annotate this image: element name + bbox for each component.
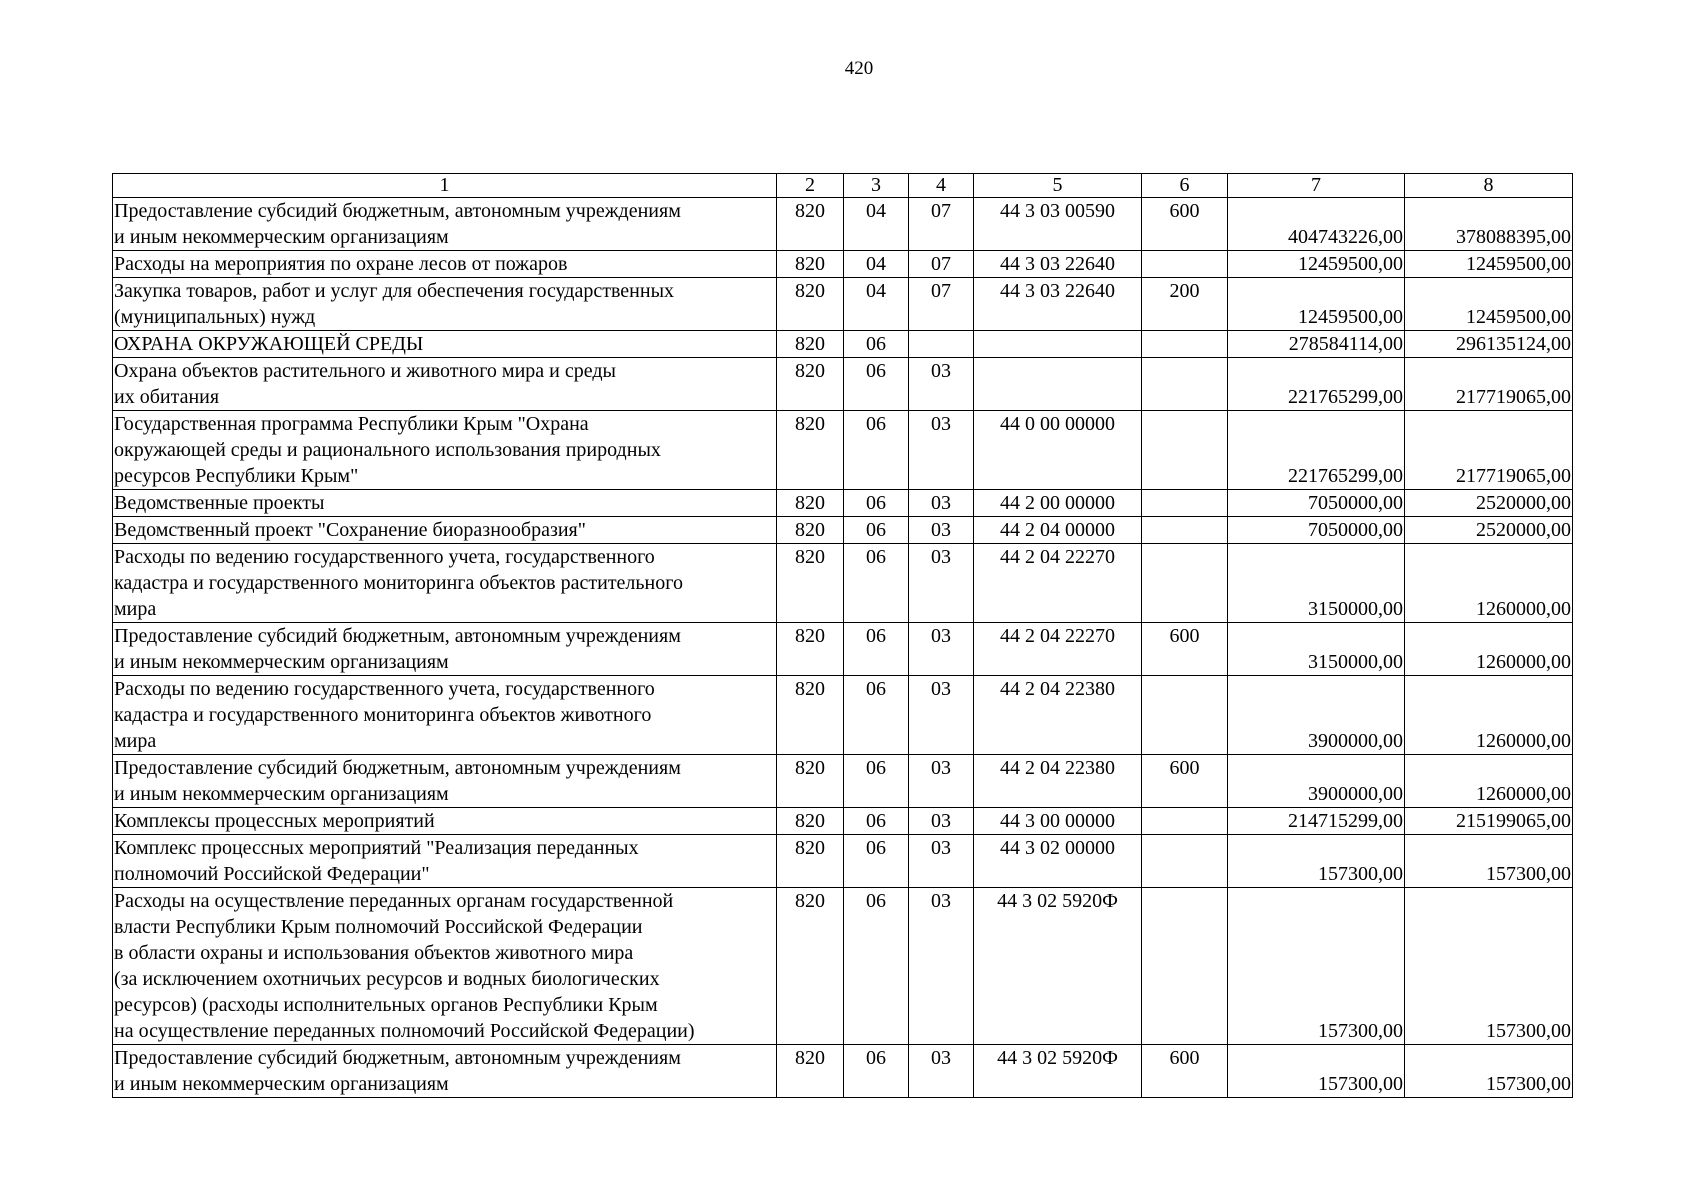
- row-amount-col7: 157300,00: [1228, 888, 1405, 1045]
- row-target-article-code: 44 3 02 5920Ф: [974, 1045, 1142, 1098]
- row-name: [113, 835, 777, 888]
- row-grbs-code: 820: [777, 623, 844, 676]
- row-name-text: Закупка товаров, работ и услуг для обеспечения государственных (муниципальных) нужд: [114, 280, 675, 328]
- row-grbs-code: 820: [777, 835, 844, 888]
- row-name-text: Комплекс процессных мероприятий "Реализация переданных полномочий Российской Федерации": [114, 837, 639, 885]
- table-body: [113, 198, 1573, 1098]
- row-section-code: 06: [844, 358, 909, 411]
- row-target-article-code: 44 3 03 22640: [974, 251, 1142, 278]
- header-col-7: 7: [1228, 174, 1405, 198]
- row-name-text: Расходы на мероприятия по охране лесов от пожаров: [114, 253, 568, 275]
- header-col-8: 8: [1405, 174, 1573, 198]
- row-target-article-code: 44 2 04 22380: [974, 755, 1142, 808]
- row-name: [113, 331, 777, 358]
- row-subsection-code: 03: [909, 1045, 974, 1098]
- table-row: [113, 331, 1573, 358]
- row-target-article-code: 44 2 04 22270: [974, 544, 1142, 623]
- row-expense-type-code: [1142, 835, 1228, 888]
- table-row: [113, 755, 1573, 808]
- row-target-article-code: 44 0 00 00000: [974, 411, 1142, 490]
- row-section-code: 04: [844, 278, 909, 331]
- row-amount-col7: 3900000,00: [1228, 676, 1405, 755]
- row-name-text: Предоставление субсидий бюджетным, автономным учреждениям и иным некоммерческим организациям: [114, 757, 681, 805]
- row-subsection-code: 03: [909, 888, 974, 1045]
- row-expense-type-code: [1142, 544, 1228, 623]
- row-grbs-code: 820: [777, 358, 844, 411]
- row-name-text: Охрана объектов растительного и животного мира и среды их обитания: [114, 360, 616, 408]
- row-amount-col7: 404743226,00: [1228, 198, 1405, 251]
- row-expense-type-code: 600: [1142, 1045, 1228, 1098]
- table-row: [113, 411, 1573, 490]
- row-amount-col8: 217719065,00: [1405, 411, 1573, 490]
- row-section-code: 06: [844, 1045, 909, 1098]
- table-row: [113, 251, 1573, 278]
- row-name: [113, 251, 777, 278]
- header-col-3: 3: [844, 174, 909, 198]
- row-name: [113, 623, 777, 676]
- row-name-text: Предоставление субсидий бюджетным, автономным учреждениям и иным некоммерческим организациям: [114, 200, 681, 248]
- row-amount-col7: 157300,00: [1228, 835, 1405, 888]
- row-section-code: 06: [844, 517, 909, 544]
- row-target-article-code: 44 2 00 00000: [974, 490, 1142, 517]
- row-name: [113, 544, 777, 623]
- row-name-text: Государственная программа Республики Крым "Охрана окружающей среды и рационального использования природных ресурсов Республики Крым": [114, 413, 661, 487]
- row-amount-col8: 157300,00: [1405, 1045, 1573, 1098]
- header-row: [113, 174, 1573, 198]
- row-name: [113, 358, 777, 411]
- row-grbs-code: 820: [777, 490, 844, 517]
- row-subsection-code: 03: [909, 676, 974, 755]
- header-col-5: 5: [974, 174, 1142, 198]
- row-name-text: Ведомственные проекты: [114, 492, 325, 514]
- budget-table: [112, 173, 1573, 1098]
- row-section-code: 06: [844, 623, 909, 676]
- row-amount-col8: 12459500,00: [1405, 251, 1573, 278]
- row-amount-col8: 2520000,00: [1405, 517, 1573, 544]
- row-name-text: Предоставление субсидий бюджетным, автономным учреждениям и иным некоммерческим организациям: [114, 625, 681, 673]
- row-name: [113, 411, 777, 490]
- row-name: [113, 888, 777, 1045]
- table-row: [113, 490, 1573, 517]
- row-expense-type-code: [1142, 676, 1228, 755]
- row-amount-col7: 278584114,00: [1228, 331, 1405, 358]
- row-subsection-code: 03: [909, 490, 974, 517]
- row-grbs-code: 820: [777, 676, 844, 755]
- row-amount-col7: 7050000,00: [1228, 517, 1405, 544]
- row-expense-type-code: 200: [1142, 278, 1228, 331]
- row-name: [113, 676, 777, 755]
- row-expense-type-code: 600: [1142, 755, 1228, 808]
- row-amount-col7: 3150000,00: [1228, 544, 1405, 623]
- row-amount-col7: 221765299,00: [1228, 411, 1405, 490]
- row-expense-type-code: [1142, 358, 1228, 411]
- row-grbs-code: 820: [777, 1045, 844, 1098]
- row-subsection-code: 03: [909, 544, 974, 623]
- row-grbs-code: 820: [777, 251, 844, 278]
- row-amount-col8: 1260000,00: [1405, 623, 1573, 676]
- row-grbs-code: 820: [777, 278, 844, 331]
- header-col-1: 1: [113, 174, 777, 198]
- row-name: [113, 490, 777, 517]
- row-section-code: 06: [844, 544, 909, 623]
- row-expense-type-code: 600: [1142, 198, 1228, 251]
- row-target-article-code: [974, 331, 1142, 358]
- row-subsection-code: 07: [909, 251, 974, 278]
- row-subsection-code: 03: [909, 623, 974, 676]
- row-subsection-code: 07: [909, 278, 974, 331]
- row-name: [113, 278, 777, 331]
- row-amount-col8: 2520000,00: [1405, 490, 1573, 517]
- table-row: [113, 888, 1573, 1045]
- row-expense-type-code: [1142, 490, 1228, 517]
- row-name-text: Ведомственный проект "Сохранение биоразнообразия": [114, 519, 586, 541]
- row-amount-col7: 3150000,00: [1228, 623, 1405, 676]
- row-amount-col8: 215199065,00: [1405, 808, 1573, 835]
- page-number: 420: [844, 58, 874, 79]
- row-target-article-code: 44 2 04 22270: [974, 623, 1142, 676]
- row-target-article-code: 44 3 03 00590: [974, 198, 1142, 251]
- row-target-article-code: 44 3 00 00000: [974, 808, 1142, 835]
- table-row: [113, 198, 1573, 251]
- row-subsection-code: 03: [909, 808, 974, 835]
- row-expense-type-code: [1142, 331, 1228, 358]
- row-section-code: 06: [844, 490, 909, 517]
- row-amount-col8: 378088395,00: [1405, 198, 1573, 251]
- row-subsection-code: 07: [909, 198, 974, 251]
- row-section-code: 06: [844, 411, 909, 490]
- table-row: [113, 278, 1573, 331]
- row-section-code: 04: [844, 251, 909, 278]
- row-target-article-code: [974, 358, 1142, 411]
- row-name: [113, 517, 777, 544]
- row-amount-col7: 221765299,00: [1228, 358, 1405, 411]
- table-row: [113, 358, 1573, 411]
- header-col-4: 4: [909, 174, 974, 198]
- row-amount-col7: 12459500,00: [1228, 278, 1405, 331]
- row-target-article-code: 44 2 04 22380: [974, 676, 1142, 755]
- row-name-text: Предоставление субсидий бюджетным, автономным учреждениям и иным некоммерческим организациям: [114, 1047, 681, 1095]
- row-amount-col7: 3900000,00: [1228, 755, 1405, 808]
- row-name-text: ОХРАНА ОКРУЖАЮЩЕЙ СРЕДЫ: [114, 333, 424, 355]
- row-name: [113, 1045, 777, 1098]
- row-section-code: 06: [844, 835, 909, 888]
- row-section-code: 06: [844, 808, 909, 835]
- table-row: [113, 517, 1573, 544]
- row-grbs-code: 820: [777, 331, 844, 358]
- row-name-text: Расходы по ведению государственного учета, государственного кадастра и государственного мониторинга объектов растительного мира: [114, 546, 683, 620]
- table-row: [113, 835, 1573, 888]
- row-amount-col7: 12459500,00: [1228, 251, 1405, 278]
- row-grbs-code: 820: [777, 517, 844, 544]
- row-section-code: 04: [844, 198, 909, 251]
- row-expense-type-code: 600: [1142, 623, 1228, 676]
- row-name: [113, 755, 777, 808]
- row-grbs-code: 820: [777, 411, 844, 490]
- row-section-code: 06: [844, 676, 909, 755]
- row-subsection-code: 03: [909, 517, 974, 544]
- row-name: [113, 198, 777, 251]
- row-name-text: Комплексы процессных мероприятий: [114, 810, 435, 832]
- row-target-article-code: 44 3 03 22640: [974, 278, 1142, 331]
- row-amount-col8: 296135124,00: [1405, 331, 1573, 358]
- row-amount-col8: 1260000,00: [1405, 544, 1573, 623]
- row-target-article-code: 44 2 04 00000: [974, 517, 1142, 544]
- row-amount-col8: 1260000,00: [1405, 676, 1573, 755]
- row-amount-col7: 214715299,00: [1228, 808, 1405, 835]
- row-expense-type-code: [1142, 251, 1228, 278]
- row-amount-col8: 217719065,00: [1405, 358, 1573, 411]
- table-row: [113, 544, 1573, 623]
- row-expense-type-code: [1142, 411, 1228, 490]
- row-subsection-code: 03: [909, 755, 974, 808]
- header-col-2: 2: [777, 174, 844, 198]
- table-row: [113, 623, 1573, 676]
- row-expense-type-code: [1142, 808, 1228, 835]
- row-amount-col8: 1260000,00: [1405, 755, 1573, 808]
- row-amount-col8: 12459500,00: [1405, 278, 1573, 331]
- row-name-text: Расходы на осуществление переданных органам государственной власти Республики Крым полномочий Российской Федерации в области охраны и использования объектов животного мира (за исключением охотничьих ресурсов и водных биологических ресурсов) (расходы исполнительных органов Республики Крым на осуществление переданных полномочий Российской Федерации): [114, 890, 695, 1042]
- row-section-code: 06: [844, 331, 909, 358]
- row-subsection-code: [909, 331, 974, 358]
- row-grbs-code: 820: [777, 888, 844, 1045]
- row-subsection-code: 03: [909, 835, 974, 888]
- table-header: [113, 174, 1573, 198]
- row-expense-type-code: [1142, 888, 1228, 1045]
- row-grbs-code: 820: [777, 198, 844, 251]
- row-amount-col8: 157300,00: [1405, 888, 1573, 1045]
- row-subsection-code: 03: [909, 358, 974, 411]
- row-expense-type-code: [1142, 517, 1228, 544]
- row-amount-col7: 7050000,00: [1228, 490, 1405, 517]
- row-section-code: 06: [844, 888, 909, 1045]
- row-target-article-code: 44 3 02 00000: [974, 835, 1142, 888]
- row-grbs-code: 820: [777, 808, 844, 835]
- table-row: [113, 1045, 1573, 1098]
- row-grbs-code: 820: [777, 755, 844, 808]
- table-row: [113, 808, 1573, 835]
- row-section-code: 06: [844, 755, 909, 808]
- row-amount-col7: 157300,00: [1228, 1045, 1405, 1098]
- row-subsection-code: 03: [909, 411, 974, 490]
- table-row: [113, 676, 1573, 755]
- row-grbs-code: 820: [777, 544, 844, 623]
- row-target-article-code: 44 3 02 5920Ф: [974, 888, 1142, 1045]
- row-name: [113, 808, 777, 835]
- header-col-6: 6: [1142, 174, 1228, 198]
- row-name-text: Расходы по ведению государственного учета, государственного кадастра и государственного мониторинга объектов животного мира: [114, 678, 655, 752]
- row-amount-col8: 157300,00: [1405, 835, 1573, 888]
